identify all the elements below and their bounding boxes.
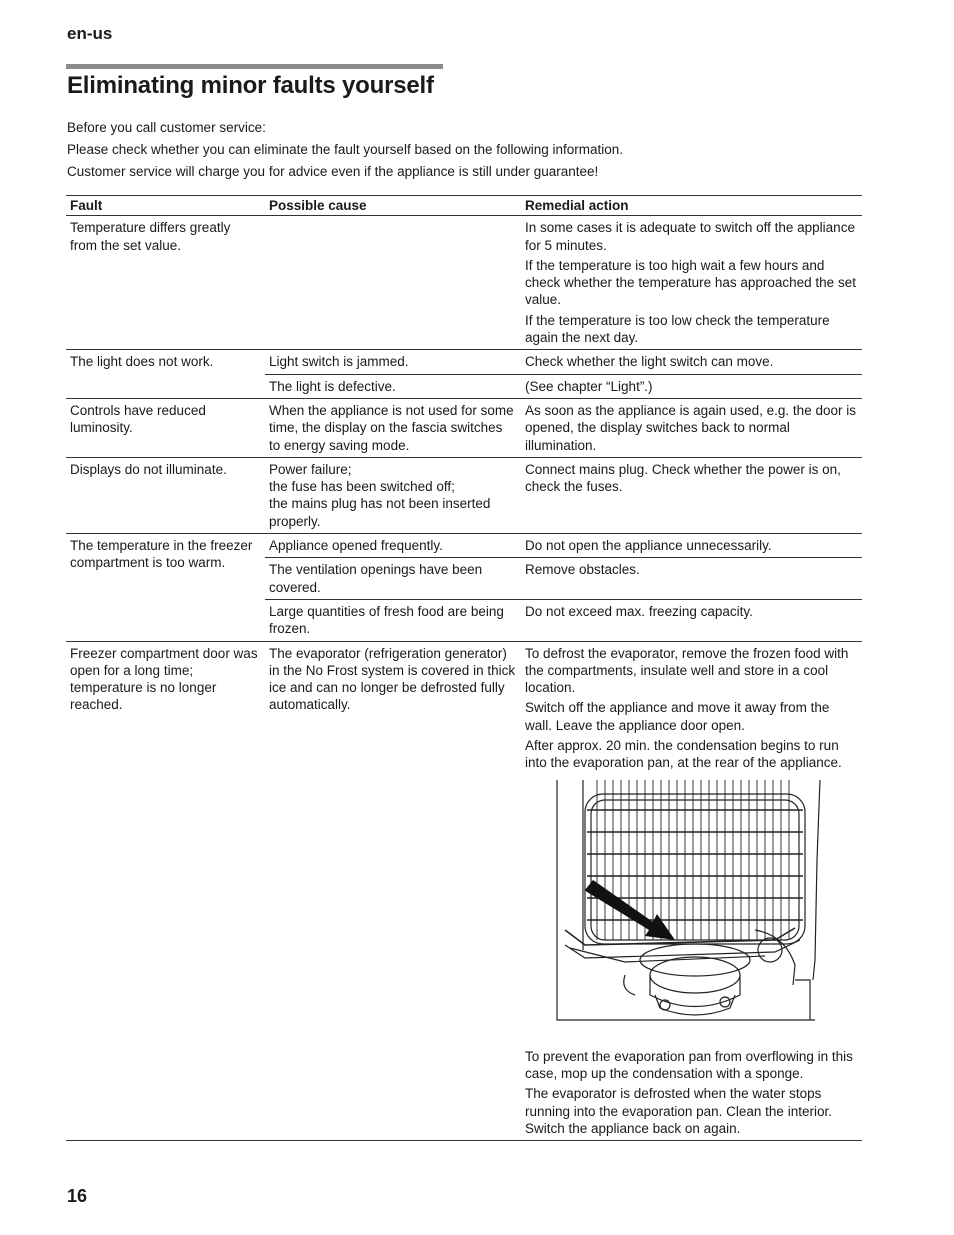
intro-line: Please check whether you can eliminate the fault yourself based on the following information. bbox=[67, 142, 624, 157]
action-text: To prevent the evaporation pan from overflowing in this case, mop up the condensation with a sponge. bbox=[525, 1048, 853, 1081]
page-title: Eliminating minor faults yourself bbox=[67, 72, 434, 99]
action-text: In some cases it is adequate to switch off the appliance for 5 minutes. bbox=[525, 220, 855, 253]
header-cause: Possible cause bbox=[269, 198, 367, 213]
sub-row bbox=[265, 534, 862, 558]
action-cell: Do not exceed max. freezing capacity. bbox=[525, 603, 753, 619]
sub-row bbox=[265, 350, 862, 374]
action-cell bbox=[521, 642, 862, 1141]
sub-row bbox=[265, 375, 862, 398]
action-cell: As soon as the appliance is again used, e.g. the door is opened, the display switches back to normal illumination. bbox=[525, 402, 856, 453]
cause-cell: The ventilation openings have been covered. bbox=[269, 562, 483, 595]
cause-line: the fuse has been switched off; bbox=[269, 479, 455, 495]
table-row bbox=[66, 399, 862, 458]
action-cell: Check whether the light switch can move. bbox=[525, 354, 774, 370]
language-label: en-us bbox=[67, 24, 113, 43]
action-cell: (See chapter “Light”.) bbox=[525, 378, 653, 394]
cause-cell bbox=[265, 216, 521, 349]
page-number: 16 bbox=[67, 1186, 88, 1206]
fault-cell: Controls have reduced luminosity. bbox=[70, 402, 206, 436]
fault-cell: The light does not work. bbox=[70, 354, 214, 370]
cause-cell: When the appliance is not used for some time, the display on the fascia switches to energy saving mode. bbox=[269, 402, 514, 453]
evaporation-pan-illustration bbox=[525, 780, 855, 1030]
header-action: Remedial action bbox=[525, 198, 629, 213]
action-text: If the temperature is too high wait a few hours and check whether the temperature has approached the set value. bbox=[525, 257, 856, 308]
intro-line: Before you call customer service: bbox=[67, 120, 266, 135]
cause-cell: Appliance opened frequently. bbox=[269, 538, 443, 554]
action-cell bbox=[521, 216, 862, 349]
action-text: The evaporator is defrosted when the water stops running into the evaporation pan. Clean the interior. Switch the appliance back on again. bbox=[525, 1086, 832, 1136]
action-cell: Connect mains plug. Check whether the power is on, check the fuses. bbox=[525, 461, 841, 495]
table-row bbox=[66, 216, 862, 350]
action-text: After approx. 20 min. the condensation begins to run into the evaporation pan, at the rear of the appliance. bbox=[525, 738, 842, 771]
table-row bbox=[66, 534, 862, 641]
fault-cell: Temperature differs greatly from the set value. bbox=[70, 220, 231, 253]
table-row bbox=[66, 458, 862, 534]
cause-cell bbox=[265, 458, 521, 533]
intro-text bbox=[67, 117, 623, 183]
action-cell: Do not open the appliance unnecessarily. bbox=[525, 538, 772, 554]
title-rule bbox=[66, 64, 443, 69]
cause-cell: The evaporator (refrigeration generator) in the No Frost system is covered in thick ice and can no longer be defrosted fully automatically. bbox=[269, 645, 516, 713]
sub-row bbox=[265, 558, 862, 600]
table-row bbox=[66, 350, 862, 399]
header-fault: Fault bbox=[70, 198, 103, 213]
cause-line: the mains plug has not been inserted properly. bbox=[269, 496, 491, 529]
table-row bbox=[66, 642, 862, 1142]
fault-cell: The temperature in the freezer compartment is too warm. bbox=[70, 538, 253, 571]
sub-row bbox=[265, 600, 862, 641]
cause-line: Power failure; bbox=[269, 461, 352, 477]
fault-cell: Displays do not illuminate. bbox=[70, 461, 227, 477]
cause-cell: The light is defective. bbox=[269, 378, 396, 394]
action-text: If the temperature is too low check the temperature again the next day. bbox=[525, 312, 830, 346]
intro-line: Customer service will charge you for advice even if the appliance is still under guarantee! bbox=[67, 164, 599, 179]
action-cell: Remove obstacles. bbox=[525, 562, 640, 578]
cause-cell: Large quantities of fresh food are being frozen. bbox=[269, 603, 504, 637]
table-header bbox=[66, 196, 862, 216]
cause-cell: Light switch is jammed. bbox=[269, 354, 409, 370]
action-text: Switch off the appliance and move it away from the wall. Leave the appliance door open. bbox=[525, 700, 830, 733]
fault-table bbox=[66, 195, 862, 1141]
arrow-indicator bbox=[585, 880, 675, 940]
action-text: To defrost the evaporator, remove the frozen food with the compartments, insulate well and store in a cool location. bbox=[525, 645, 849, 696]
fault-cell: Freezer compartment door was open for a long time; temperature is no longer reached. bbox=[70, 645, 258, 713]
